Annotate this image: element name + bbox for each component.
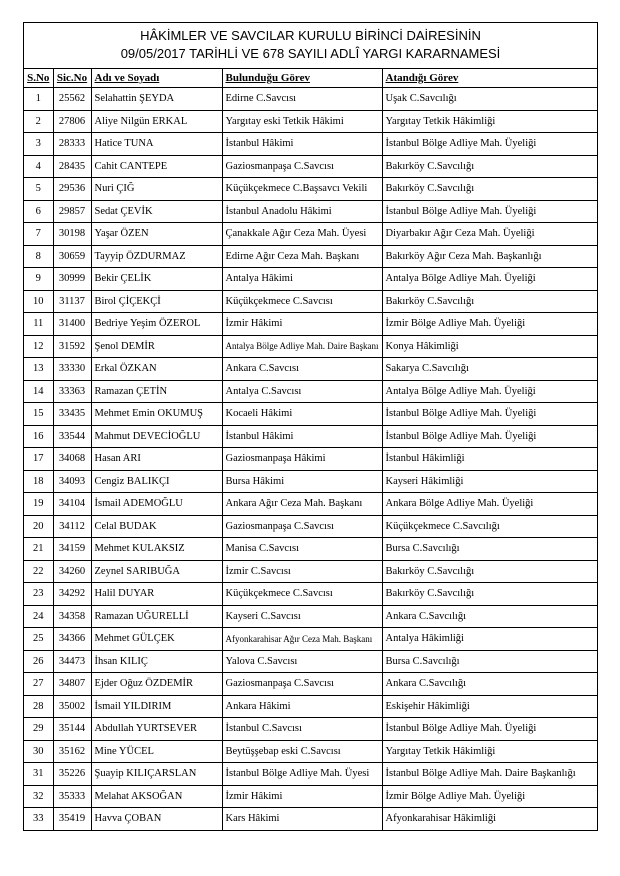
table-row (24, 178, 597, 201)
row-current-post: Antalya Hâkimi (222, 268, 382, 291)
row-sicno: 34112 (53, 515, 91, 538)
row-sicno: 31400 (53, 313, 91, 336)
row-sicno: 25562 (53, 88, 91, 111)
row-sno: 20 (24, 515, 53, 538)
row-sicno: 29857 (53, 200, 91, 223)
row-name: Abdullah YURTSEVER (91, 718, 222, 741)
row-sicno: 35419 (53, 808, 91, 830)
row-sno: 13 (24, 358, 53, 381)
row-current-post: Edirne Ağır Ceza Mah. Başkanı (222, 245, 382, 268)
row-sicno: 35162 (53, 740, 91, 763)
row-current-post: Antalya C.Savcısı (222, 380, 382, 403)
row-sno: 32 (24, 785, 53, 808)
row-assigned-post: Küçükçekmece C.Savcılığı (382, 515, 597, 538)
row-assigned-post: İstanbul Bölge Adliye Mah. Üyeliği (382, 403, 597, 426)
row-current-post: Küçükçekmece C.Başsavcı Vekili (222, 178, 382, 201)
title-line-1: HÂKİMLER VE SAVCILAR KURULU BİRİNCİ DAİRESİNİN (140, 28, 481, 43)
row-sno: 23 (24, 583, 53, 606)
row-current-post: Yalova C.Savcısı (222, 650, 382, 673)
row-name: İsmail YILDIRIM (91, 695, 222, 718)
row-sno: 14 (24, 380, 53, 403)
row-name: Şuayip KILIÇARSLAN (91, 763, 222, 786)
row-name: İhsan KILIÇ (91, 650, 222, 673)
row-sno: 2 (24, 110, 53, 133)
row-name: Havva ÇOBAN (91, 808, 222, 830)
row-sicno: 34104 (53, 493, 91, 516)
row-assigned-post: Bursa C.Savcılığı (382, 650, 597, 673)
table-row (24, 718, 597, 741)
row-assigned-post: Yargıtay Tetkik Hâkimliği (382, 110, 597, 133)
row-assigned-post: Afyonkarahisar Hâkimliği (382, 808, 597, 830)
row-sicno: 34159 (53, 538, 91, 561)
row-sno: 7 (24, 223, 53, 246)
table-header-row (24, 69, 597, 88)
row-current-post: Küçükçekmece C.Savcısı (222, 290, 382, 313)
row-assigned-post: Uşak C.Savcılığı (382, 88, 597, 111)
row-sno: 33 (24, 808, 53, 830)
row-name: Mehmet Emin OKUMUŞ (91, 403, 222, 426)
row-sno: 5 (24, 178, 53, 201)
appointments-table (24, 69, 597, 830)
row-name: Mahmut DEVECİOĞLU (91, 425, 222, 448)
row-sno: 31 (24, 763, 53, 786)
row-name: Melahat AKSOĞAN (91, 785, 222, 808)
row-sno: 21 (24, 538, 53, 561)
table-row (24, 515, 597, 538)
row-name: Nuri ÇIĞ (91, 178, 222, 201)
row-sicno: 33544 (53, 425, 91, 448)
row-assigned-post: İstanbul Hâkimliği (382, 448, 597, 471)
row-sicno: 30999 (53, 268, 91, 291)
row-current-post: Gaziosmanpaşa Hâkimi (222, 448, 382, 471)
row-current-post: Kayseri C.Savcısı (222, 605, 382, 628)
row-current-post: Beytüşşebap eski C.Savcısı (222, 740, 382, 763)
table-row (24, 403, 597, 426)
table-row (24, 313, 597, 336)
row-sicno: 34358 (53, 605, 91, 628)
row-sno: 6 (24, 200, 53, 223)
row-sno: 17 (24, 448, 53, 471)
table-row (24, 245, 597, 268)
table-row (24, 650, 597, 673)
table-row (24, 448, 597, 471)
row-name: Mine YÜCEL (91, 740, 222, 763)
row-sicno: 31592 (53, 335, 91, 358)
row-current-post: Kars Hâkimi (222, 808, 382, 830)
row-assigned-post: İstanbul Bölge Adliye Mah. Üyeliği (382, 200, 597, 223)
row-current-post: Edirne C.Savcısı (222, 88, 382, 111)
row-sicno: 34292 (53, 583, 91, 606)
header-current-post: Bulunduğu Görev (222, 69, 382, 88)
row-sicno: 27806 (53, 110, 91, 133)
row-sno: 4 (24, 155, 53, 178)
row-sno: 27 (24, 673, 53, 696)
row-name: Ramazan ÇETİN (91, 380, 222, 403)
row-current-post: Ankara C.Savcısı (222, 358, 382, 381)
row-sicno: 28333 (53, 133, 91, 156)
header-name: Adı ve Soyadı (91, 69, 222, 88)
row-current-post: İstanbul Hâkimi (222, 133, 382, 156)
row-name: Şenol DEMİR (91, 335, 222, 358)
row-current-post: Afyonkarahisar Ağır Ceza Mah. Başkanı (222, 628, 382, 651)
row-sno: 25 (24, 628, 53, 651)
row-sicno: 35144 (53, 718, 91, 741)
row-assigned-post: Antalya Bölge Adliye Mah. Üyeliği (382, 380, 597, 403)
row-name: Selahattin ŞEYDA (91, 88, 222, 111)
row-current-post: Gaziosmanpaşa C.Savcısı (222, 515, 382, 538)
row-name: Yaşar ÖZEN (91, 223, 222, 246)
title-line-2: 09/05/2017 TARİHLİ VE 678 SAYILI ADLÎ YARGI KARARNAMESİ (120, 46, 501, 61)
row-sicno: 30659 (53, 245, 91, 268)
table-row (24, 425, 597, 448)
row-current-post: Ankara Ağır Ceza Mah. Başkanı (222, 493, 382, 516)
row-sicno: 34807 (53, 673, 91, 696)
row-name: Ejder Oğuz ÖZDEMİR (91, 673, 222, 696)
row-sno: 8 (24, 245, 53, 268)
row-name: Birol ÇİÇEKÇİ (91, 290, 222, 313)
row-sno: 16 (24, 425, 53, 448)
table-row (24, 200, 597, 223)
table-row (24, 358, 597, 381)
row-sicno: 34473 (53, 650, 91, 673)
header-sno: S.No (24, 69, 53, 88)
row-assigned-post: İstanbul Bölge Adliye Mah. Üyeliği (382, 133, 597, 156)
row-sno: 1 (24, 88, 53, 111)
row-current-post: İstanbul Anadolu Hâkimi (222, 200, 382, 223)
row-assigned-post: Ankara C.Savcılığı (382, 605, 597, 628)
row-current-post: Ankara Hâkimi (222, 695, 382, 718)
row-name: Ramazan UĞURELLİ (91, 605, 222, 628)
row-current-post: Antalya Bölge Adliye Mah. Daire Başkanı (222, 335, 382, 358)
table-body (24, 88, 597, 830)
row-assigned-post: Kayseri Hâkimliği (382, 470, 597, 493)
row-sicno: 33330 (53, 358, 91, 381)
table-row (24, 335, 597, 358)
row-name: Tayyip ÖZDURMAZ (91, 245, 222, 268)
header-sicno: Sic.No (53, 69, 91, 88)
row-sicno: 35002 (53, 695, 91, 718)
row-sicno: 33435 (53, 403, 91, 426)
table-row (24, 673, 597, 696)
table-row (24, 538, 597, 561)
row-sno: 28 (24, 695, 53, 718)
row-assigned-post: Ankara Bölge Adliye Mah. Üyeliği (382, 493, 597, 516)
document-title (24, 23, 597, 69)
row-sicno: 34260 (53, 560, 91, 583)
table-row (24, 110, 597, 133)
row-sno: 11 (24, 313, 53, 336)
row-sicno: 28435 (53, 155, 91, 178)
table-row (24, 763, 597, 786)
table-row (24, 628, 597, 651)
row-sicno: 29536 (53, 178, 91, 201)
row-sicno: 31137 (53, 290, 91, 313)
row-current-post: Gaziosmanpaşa C.Savcısı (222, 673, 382, 696)
row-sno: 18 (24, 470, 53, 493)
row-sno: 9 (24, 268, 53, 291)
row-sno: 30 (24, 740, 53, 763)
row-sno: 12 (24, 335, 53, 358)
row-name: Erkal ÖZKAN (91, 358, 222, 381)
row-name: Celal BUDAK (91, 515, 222, 538)
row-assigned-post: İstanbul Bölge Adliye Mah. Daire Başkanlığı (382, 763, 597, 786)
row-assigned-post: Diyarbakır Ağır Ceza Mah. Üyeliği (382, 223, 597, 246)
row-assigned-post: İstanbul Bölge Adliye Mah. Üyeliği (382, 718, 597, 741)
table-row (24, 268, 597, 291)
row-assigned-post: Ankara C.Savcılığı (382, 673, 597, 696)
row-assigned-post: İstanbul Bölge Adliye Mah. Üyeliği (382, 425, 597, 448)
row-current-post: İzmir Hâkimi (222, 785, 382, 808)
table-row (24, 695, 597, 718)
table-row (24, 133, 597, 156)
table-row (24, 560, 597, 583)
row-assigned-post: Bakırköy C.Savcılığı (382, 155, 597, 178)
row-current-post: İstanbul C.Savcısı (222, 718, 382, 741)
row-sicno: 33363 (53, 380, 91, 403)
row-sno: 26 (24, 650, 53, 673)
row-current-post: Gaziosmanpaşa C.Savcısı (222, 155, 382, 178)
table-row (24, 493, 597, 516)
row-sicno: 35333 (53, 785, 91, 808)
row-name: İsmail ADEMOĞLU (91, 493, 222, 516)
table-row (24, 605, 597, 628)
row-assigned-post: Sakarya C.Savcılığı (382, 358, 597, 381)
table-row (24, 470, 597, 493)
row-sno: 10 (24, 290, 53, 313)
row-assigned-post: İzmir Bölge Adliye Mah. Üyeliği (382, 785, 597, 808)
row-assigned-post: Antalya Hâkimliği (382, 628, 597, 651)
row-current-post: Bursa Hâkimi (222, 470, 382, 493)
row-assigned-post: Bakırköy C.Savcılığı (382, 560, 597, 583)
row-sno: 22 (24, 560, 53, 583)
row-name: Cahit CANTEPE (91, 155, 222, 178)
row-sno: 19 (24, 493, 53, 516)
table-row (24, 380, 597, 403)
row-current-post: Çanakkale Ağır Ceza Mah. Üyesi (222, 223, 382, 246)
row-current-post: Yargıtay eski Tetkik Hâkimi (222, 110, 382, 133)
row-name: Mehmet GÜLÇEK (91, 628, 222, 651)
row-current-post: Kocaeli Hâkimi (222, 403, 382, 426)
row-assigned-post: İzmir Bölge Adliye Mah. Üyeliği (382, 313, 597, 336)
table-row (24, 785, 597, 808)
row-assigned-post: Bursa C.Savcılığı (382, 538, 597, 561)
row-name: Aliye Nilgün ERKAL (91, 110, 222, 133)
row-assigned-post: Bakırköy Ağır Ceza Mah. Başkanlığı (382, 245, 597, 268)
row-sicno: 30198 (53, 223, 91, 246)
row-name: Mehmet KULAKSIZ (91, 538, 222, 561)
row-sicno: 35226 (53, 763, 91, 786)
table-row (24, 155, 597, 178)
table-row (24, 808, 597, 830)
row-assigned-post: Bakırköy C.Savcılığı (382, 290, 597, 313)
row-current-post: İstanbul Hâkimi (222, 425, 382, 448)
row-name: Hatice TUNA (91, 133, 222, 156)
row-current-post: İzmir Hâkimi (222, 313, 382, 336)
row-current-post: Küçükçekmece C.Savcısı (222, 583, 382, 606)
row-name: Zeynel SARIBUĞA (91, 560, 222, 583)
row-name: Sedat ÇEVİK (91, 200, 222, 223)
row-current-post: İstanbul Bölge Adliye Mah. Üyesi (222, 763, 382, 786)
row-assigned-post: Yargıtay Tetkik Hâkimliği (382, 740, 597, 763)
header-assigned-post: Atandığı Görev (382, 69, 597, 88)
row-sicno: 34068 (53, 448, 91, 471)
row-name: Halil DUYAR (91, 583, 222, 606)
row-sicno: 34366 (53, 628, 91, 651)
row-current-post: İzmir C.Savcısı (222, 560, 382, 583)
row-assigned-post: Bakırköy C.Savcılığı (382, 583, 597, 606)
row-current-post: Manisa C.Savcısı (222, 538, 382, 561)
row-sno: 29 (24, 718, 53, 741)
row-assigned-post: Konya Hâkimliği (382, 335, 597, 358)
row-assigned-post: Antalya Bölge Adliye Mah. Üyeliği (382, 268, 597, 291)
table-row (24, 88, 597, 111)
row-sno: 15 (24, 403, 53, 426)
row-name: Bekir ÇELİK (91, 268, 222, 291)
row-name: Cengiz BALIKÇI (91, 470, 222, 493)
table-row (24, 583, 597, 606)
row-name: Bedriye Yeşim ÖZEROL (91, 313, 222, 336)
row-assigned-post: Bakırköy C.Savcılığı (382, 178, 597, 201)
row-sicno: 34093 (53, 470, 91, 493)
row-sno: 3 (24, 133, 53, 156)
table-row (24, 290, 597, 313)
decree-document (23, 22, 598, 831)
row-name: Hasan ARI (91, 448, 222, 471)
row-assigned-post: Eskişehir Hâkimliği (382, 695, 597, 718)
row-sno: 24 (24, 605, 53, 628)
table-row (24, 223, 597, 246)
table-row (24, 740, 597, 763)
